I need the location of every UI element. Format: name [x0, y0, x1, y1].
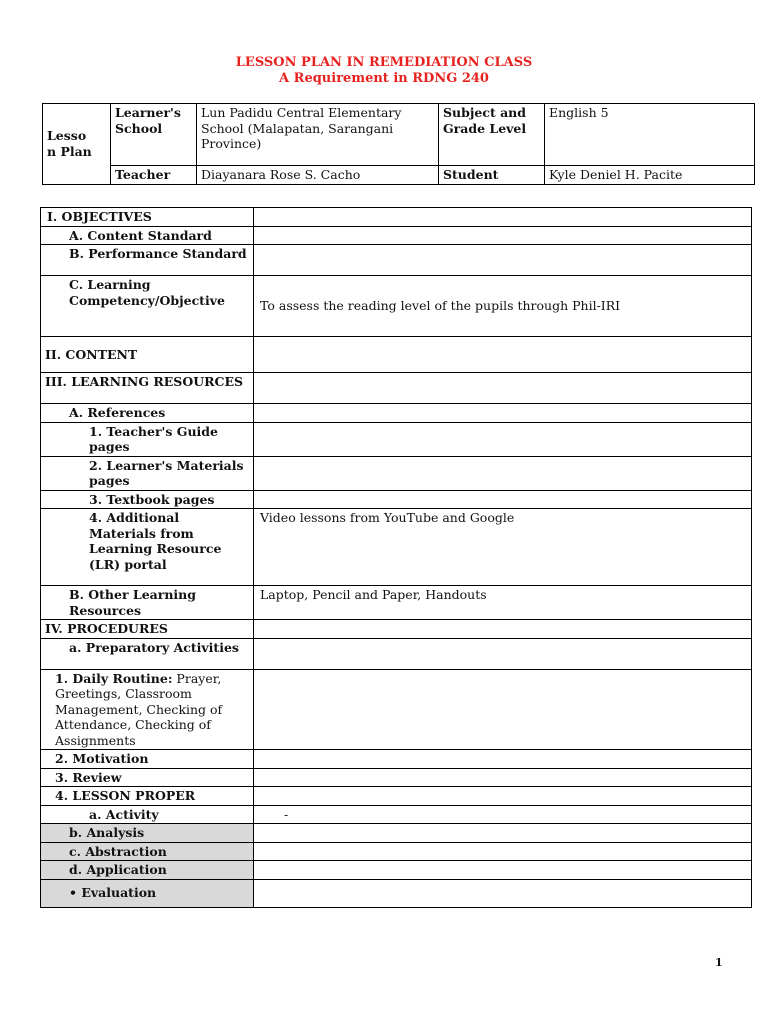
learning-resources-heading: III. LEARNING RESOURCES — [41, 373, 254, 404]
performance-standard-label: B. Performance Standard — [41, 245, 254, 276]
evaluation-label: • Evaluation — [41, 879, 254, 907]
activity-value: - — [254, 805, 752, 824]
other-resources-value: Laptop, Pencil and Paper, Handouts — [254, 586, 752, 620]
motivation-label: 2. Motivation — [41, 750, 254, 769]
learners-school-label: Learner's School — [111, 104, 197, 166]
daily-routine-text: Prayer, Greetings, Classroom Management, Checking of Attendance, Checking of Assignments — [55, 670, 223, 748]
teachers-guide-label: 1. Teacher's Guide pages — [41, 422, 254, 456]
learning-competency-label: C. Learning Competency/Objective — [41, 276, 254, 337]
lesson-plan-label-line1: Lesso — [47, 128, 87, 144]
preparatory-activities-label: a. Preparatory Activities — [41, 638, 254, 669]
analysis-label: b. Analysis — [41, 824, 254, 843]
activity-label: a. Activity — [41, 805, 254, 824]
learners-materials-label: 2. Learner's Materials pages — [41, 456, 254, 490]
daily-routine-cell — [41, 669, 254, 750]
review-label: 3. Review — [41, 768, 254, 787]
content-heading: II. CONTENT — [41, 337, 254, 373]
daily-routine-label: 1. Daily Routine: — [55, 670, 173, 686]
objectives-heading: I. OBJECTIVES — [41, 208, 254, 227]
student-label: Student — [439, 166, 545, 185]
lesson-plan-label-line2: n Plan — [47, 143, 92, 159]
content-standard-label: A. Content Standard — [41, 226, 254, 245]
document-subtitle: A Requirement in RDNG 240 — [279, 71, 489, 86]
subject-label: Subject and Grade Level — [439, 104, 545, 166]
teacher-label: Teacher — [111, 166, 197, 185]
subject-value: English 5 — [545, 104, 755, 166]
procedures-heading: IV. PROCEDURES — [41, 620, 254, 639]
lesson-plan-table — [40, 207, 752, 908]
references-label: A. References — [41, 404, 254, 423]
textbook-pages-label: 3. Textbook pages — [41, 490, 254, 509]
lesson-plan-label — [43, 104, 111, 185]
other-resources-label: B. Other Learning Resources — [41, 586, 254, 620]
page-number: 1 — [715, 956, 723, 969]
lesson-proper-label: 4. LESSON PROPER — [41, 787, 254, 806]
abstraction-label: c. Abstraction — [41, 842, 254, 861]
learners-school-value: Lun Padidu Central Elementary School (Malapatan, Sarangani Province) — [197, 104, 439, 166]
additional-materials-label: 4. Additional Materials from Learning Resource (LR) portal — [41, 509, 254, 586]
application-label: d. Application — [41, 861, 254, 880]
document-title: LESSON PLAN IN REMEDIATION CLASS — [235, 55, 533, 70]
learning-competency-value: To assess the reading level of the pupils through Phil-IRI — [254, 276, 752, 337]
additional-materials-value: Video lessons from YouTube and Google — [254, 509, 752, 586]
teacher-value: Diayanara Rose S. Cacho — [197, 166, 439, 185]
lesson-info-table — [42, 103, 755, 185]
student-value: Kyle Deniel H. Pacite — [545, 166, 755, 185]
